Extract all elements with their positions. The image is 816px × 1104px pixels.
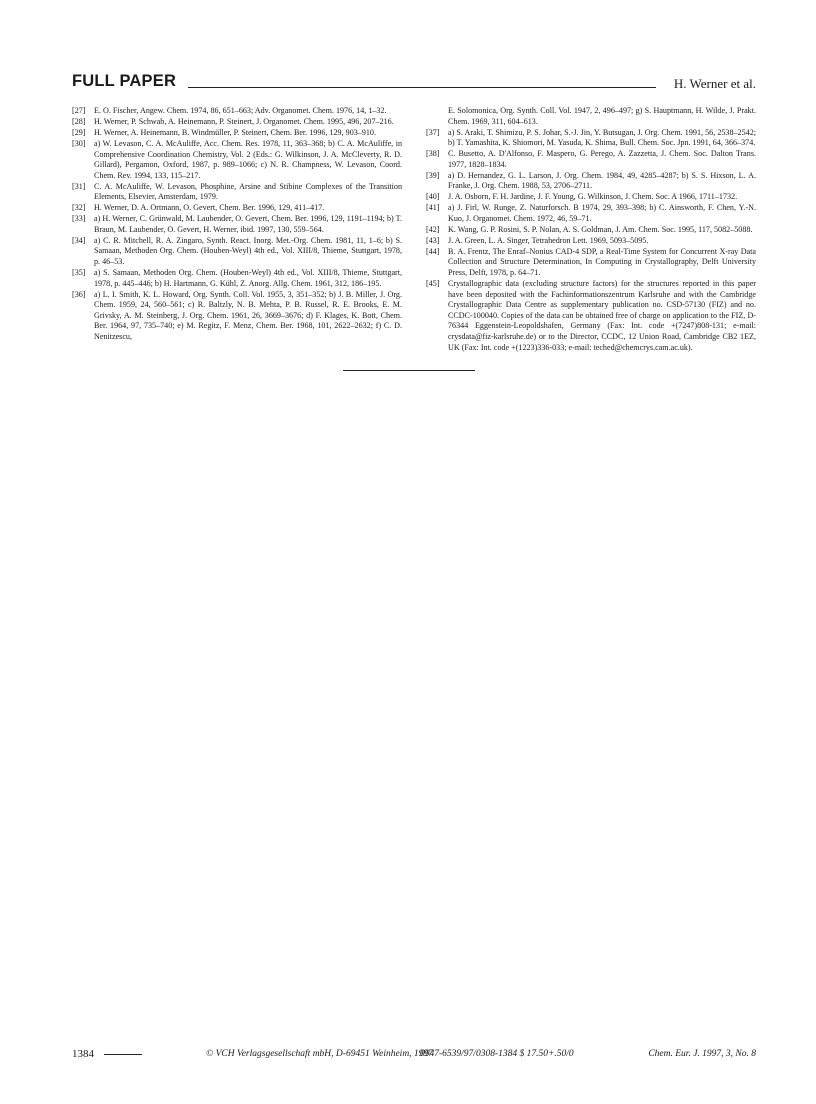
reference-number: [41] (426, 203, 440, 213)
reference-number: [35] (72, 268, 86, 278)
reference-continuation: E. Solomonica, Org. Synth. Coll. Vol. 1947, 2, 496–497; g) S. Hauptmann, H. Wilde, J. Prakt. Chem. 1969, 311, 604–613. (448, 106, 756, 126)
header-rule (188, 87, 656, 88)
reference-text: H. Werner, A. Heinemann, B. Windmüller, P. Steinert, Chem. Ber. 1996, 129, 903–910. (94, 127, 376, 137)
reference-number: [31] (72, 181, 86, 191)
end-of-article-rule (343, 370, 475, 371)
reference-text: J. A. Osborn, F. H. Jardine, J. F. Young, G. Wilkinson, J. Chem. Soc. A 1966, 1711–1732. (448, 192, 738, 202)
reference-number: [30] (72, 138, 86, 148)
reference-item (72, 214, 402, 235)
running-authors: H. Werner et al. (673, 76, 756, 91)
reference-item (426, 247, 756, 279)
reference-item (426, 149, 756, 170)
reference-text: a) L. I. Smith, K. L. Howard, Org. Synth. Coll. Vol. 1955, 3, 351–352; b) J. B. Miller, J. Org. Chem. 1959, 24, 560–561; c) R. Baltzly, N. B. Mehta, P. B. Russel, R. E. Brooks, E. M. Grivsky, A. M. Steinberg, J. Org. Chem. 1961, 26, 3669–3676; d) F. Klages, K. Bott, Chem. Ber. 1964, 97, 735–740; e) M. Regitz, F. Menz, Chem. Ber. 1968, 101, 2622–2632; f) C. D. Nenitzescu, (94, 289, 402, 341)
page-number-rule (104, 1054, 142, 1055)
reference-number: [45] (426, 279, 440, 289)
reference-text: a) W. Levason, C. A. McAuliffe, Acc. Chem. Res. 1978, 11, 363–368; b) C. A. McAuliffe, in Comprehensive Coordination Chemistry, Vol. 2 (Eds.: G. Wilkinson, J. A. McCleverty, R. D. Gillard), Pergamon, Oxford, 1987, p. 989–1066; c) N. R. Champness, W. Levason, Coord. Chem. Rev. 1994, 133, 115–217. (94, 138, 402, 180)
copyright-line: © VCH Verlagsgesellschaft mbH, D-69451 Weinheim, 1997 (206, 1049, 433, 1059)
reference-item (72, 290, 402, 343)
reference-number: [43] (426, 235, 440, 245)
journal-citation: Chem. Eur. J. 1997, 3, No. 8 (648, 1049, 756, 1059)
reference-item (72, 106, 402, 117)
reference-item (72, 236, 402, 268)
page-footer (72, 1048, 756, 1064)
reference-number: [42] (426, 224, 440, 234)
reference-number: [27] (72, 106, 86, 115)
page-number: 1384 (72, 1048, 94, 1060)
reference-item (426, 192, 756, 203)
reference-item (72, 203, 402, 214)
page-header (72, 70, 756, 92)
reference-text: K. Wang, G. P. Rosini, S. P. Nolan, A. S. Goldman, J. Am. Chem. Soc. 1995, 117, 5082–5088. (448, 224, 753, 234)
reference-number: [34] (72, 235, 86, 245)
reference-text: J. A. Green, L. A. Singer, Tetrahedron Lett. 1969, 5093–5095. (448, 235, 649, 245)
reference-number: [32] (72, 203, 86, 213)
reference-item (426, 128, 756, 149)
reference-item (72, 268, 402, 289)
reference-text: a) H. Werner, C. Grünwald, M. Laubender, O. Gevert, Chem. Ber. 1996, 129, 1191–1194; b) T. Braun, M. Laubender, O. Gevert, H. Werner, ibid. 1997, 130, 559–564. (94, 214, 402, 234)
reference-text: a) S. Araki, T. Shimizu, P. S. Johar, S.-J. Jin, Y. Butsugan, J. Org. Chem. 1991, 56, 2538–2542; b) T. Yamashita, K. Shiomori, M. Yasuda, K. Shima, Bull. Chem. Soc. Jpn. 1991, 64, 366–374. (448, 127, 756, 148)
section-title: FULL PAPER (72, 71, 177, 90)
reference-text: H. Werner, P. Schwab, A. Heinemann, P. Steinert, J. Organomet. Chem. 1995, 496, 207–216. (94, 116, 394, 126)
reference-number: [33] (72, 214, 86, 224)
reference-number: [37] (426, 127, 440, 137)
issn-line: 0947-6539/97/0308-1384 $ 17.50+.50/0 (420, 1049, 574, 1059)
reference-item (426, 203, 756, 224)
reference-number: [38] (426, 149, 440, 159)
reference-item (72, 128, 402, 139)
reference-item (426, 171, 756, 192)
reference-item (426, 225, 756, 236)
reference-number: [28] (72, 116, 86, 126)
reference-text: H. Werner, D. A. Ortmann, O. Gevert, Chem. Ber. 1996, 129, 411–417. (94, 203, 325, 213)
reference-text: C. Busetto, A. D'Alfonso, F. Maspero, G. Perego, A. Zazzetta, J. Chem. Soc. Dalton Trans. 1977, 1828–1834. (448, 149, 756, 169)
reference-number: [36] (72, 289, 86, 299)
reference-text: E. O. Fischer, Angew. Chem. 1974, 86, 651–663; Adv. Organomet. Chem. 1976, 14, 1–32. (94, 106, 387, 115)
references-right-column (426, 106, 756, 354)
reference-text: Crystallographic data (excluding structure factors) for the structures reported in this paper have been deposited with the Fachinformationszentrum Karlsruhe and with the Cambridge Crystallographic Data Centre as supplementary publication no. CSD-57130 (FIZ) and no. CCDC-100040. Copies of the data can be obtained free of charge on application to the FIZ, D-76344 Eggenstein-Leopoldshafen, Germany (Fax: Int. code +(7247)808-131; e-mail: crysdata@fiz-karlsruhe.de) or to the Director, CCDC, 12 Union Road, Cambridge CB2 1EZ, UK (Fax: Int. code +(1223)336-033; e-mail: teched@chemcrys.cam.ac.uk). (448, 279, 756, 352)
reference-number: [29] (72, 127, 86, 137)
reference-text: a) C. R. Mitchell, R. A. Zingaro, Synth. React. Inorg. Met.-Org. Chem. 1981, 11, 1–6; b) S. Samaan, Methoden Org. Chem. (Houben-Weyl) 4th ed., Vol. XIII/8, Thieme, Stuttgart, 1978, p. 46–53. (94, 235, 402, 267)
reference-number: [44] (426, 246, 440, 256)
reference-item (72, 139, 402, 181)
reference-item (426, 279, 756, 353)
reference-text: a) D. Hernandez, G. L. Larson, J. Org. Chem. 1984, 49, 4285–4287; b) S. S. Hixson, L. A. Franke, J. Org. Chem. 1988, 53, 2706–2711. (448, 170, 756, 191)
reference-number: [39] (426, 170, 440, 180)
references-left-column (72, 106, 402, 343)
reference-number: [40] (426, 192, 440, 202)
reference-item (426, 236, 756, 247)
reference-text: a) S. Samaan, Methoden Org. Chem. (Houben-Weyl) 4th ed., Vol. XIII/8, Thieme, Stuttgart, 1978, p. 445–446; b) H. Hartmann, G. Kühl, Z. Anorg. Allg. Chem. 1961, 312, 186–195. (94, 268, 402, 288)
reference-item (72, 182, 402, 203)
reference-text: C. A. McAuliffe, W. Levason, Phosphine, Arsine and Stibine Complexes of the Transition Elements, Elsevier, Amsterdam, 1979. (94, 181, 402, 202)
reference-text: B. A. Frentz, The Enraf–Nonius CAD-4 SDP, a Real-Time System for Concurrent X-ray Data Collection and Structure Determination, In Computing in Crystallography, Delft University Press, Delft, 1978, p. 64–71. (448, 246, 756, 278)
reference-item (72, 117, 402, 128)
reference-text: a) J. Firl, W. Runge, Z. Naturforsch. B 1974, 29, 393–398; b) C. Ainsworth, F. Chen, Y.-N. Kuo, J. Organomet. Chem. 1972, 46, 59–71. (448, 203, 756, 223)
